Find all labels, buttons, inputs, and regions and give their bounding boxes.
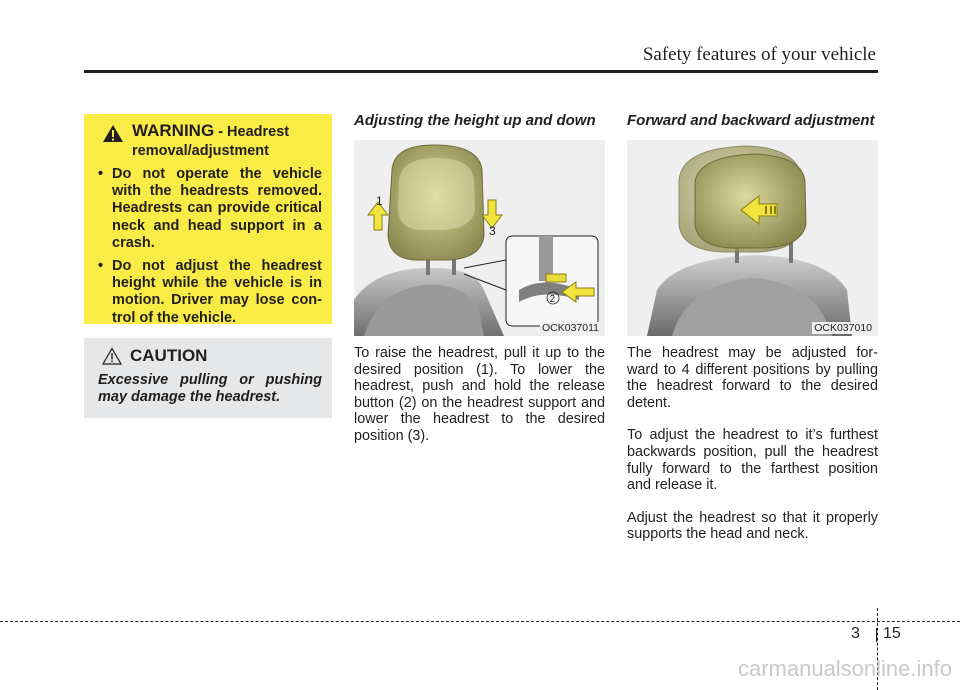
header-rule bbox=[84, 70, 878, 73]
svg-text:3: 3 bbox=[489, 224, 496, 238]
warning-item: • Do not operate the vehicle with the headrests removed. Headrests can provide critical neck and head support in a crash. bbox=[98, 166, 322, 252]
figure-code: OCK037011 bbox=[541, 322, 599, 334]
warning-subtitle: removal/adjustment bbox=[132, 143, 269, 159]
height-paragraph: To raise the headrest, pull it up to the desired position (1). To lower the headrest, push and hold the release button (2) on the headrest support and lower the headrest to the desired position (3). bbox=[354, 345, 605, 444]
figure-code: OCK037010 bbox=[814, 322, 872, 334]
height-body bbox=[354, 345, 605, 461]
caution-triangle-icon bbox=[102, 347, 122, 365]
page-number: 15 bbox=[883, 625, 901, 642]
warning-box bbox=[84, 114, 332, 324]
warning-title bbox=[132, 122, 289, 141]
svg-text:2: 2 bbox=[549, 294, 556, 305]
chapter-number: 3 bbox=[851, 625, 860, 642]
headrest-height-figure bbox=[354, 140, 605, 336]
warning-item: • Do not adjust the headrest height while the vehicle is in motion. Driver may lose con- trol of the vehicle. bbox=[98, 258, 322, 327]
caution-title: CAUTION bbox=[130, 346, 208, 365]
forward-paragraph: To adjust the headrest to it’s furthest backwards position, pull the headrest fully forward to the farthest position and release it. bbox=[627, 427, 878, 494]
warning-triangle-icon bbox=[102, 124, 124, 143]
page-separator bbox=[876, 628, 877, 642]
warning-title-suffix: - Headrest bbox=[214, 124, 290, 140]
forward-paragraph: Adjust the headrest so that it properly supports the head and neck. bbox=[627, 509, 878, 543]
headrest-forward-illustration bbox=[627, 140, 878, 336]
height-heading: Adjusting the height up and down bbox=[354, 112, 596, 129]
headrest-forward-figure bbox=[627, 140, 878, 336]
forward-body bbox=[627, 345, 878, 559]
warning-list bbox=[98, 166, 322, 327]
warning-label: WARNING bbox=[132, 121, 215, 140]
forward-heading: Forward and backward adjustment bbox=[627, 112, 875, 129]
svg-text:1: 1 bbox=[376, 194, 383, 208]
running-header: Safety features of your vehicle bbox=[642, 44, 876, 65]
forward-paragraph: The headrest may be adjusted for- ward to 4 different positions by pulling the headrest forward to the desired detent. bbox=[627, 345, 878, 411]
headrest-height-illustration bbox=[354, 140, 605, 336]
footer-rule bbox=[0, 621, 960, 622]
caution-box bbox=[84, 338, 332, 418]
watermark: carmanualsonline.info bbox=[737, 656, 952, 681]
caution-text: Excessive pulling or pushing may damage the headrest. bbox=[98, 372, 322, 405]
